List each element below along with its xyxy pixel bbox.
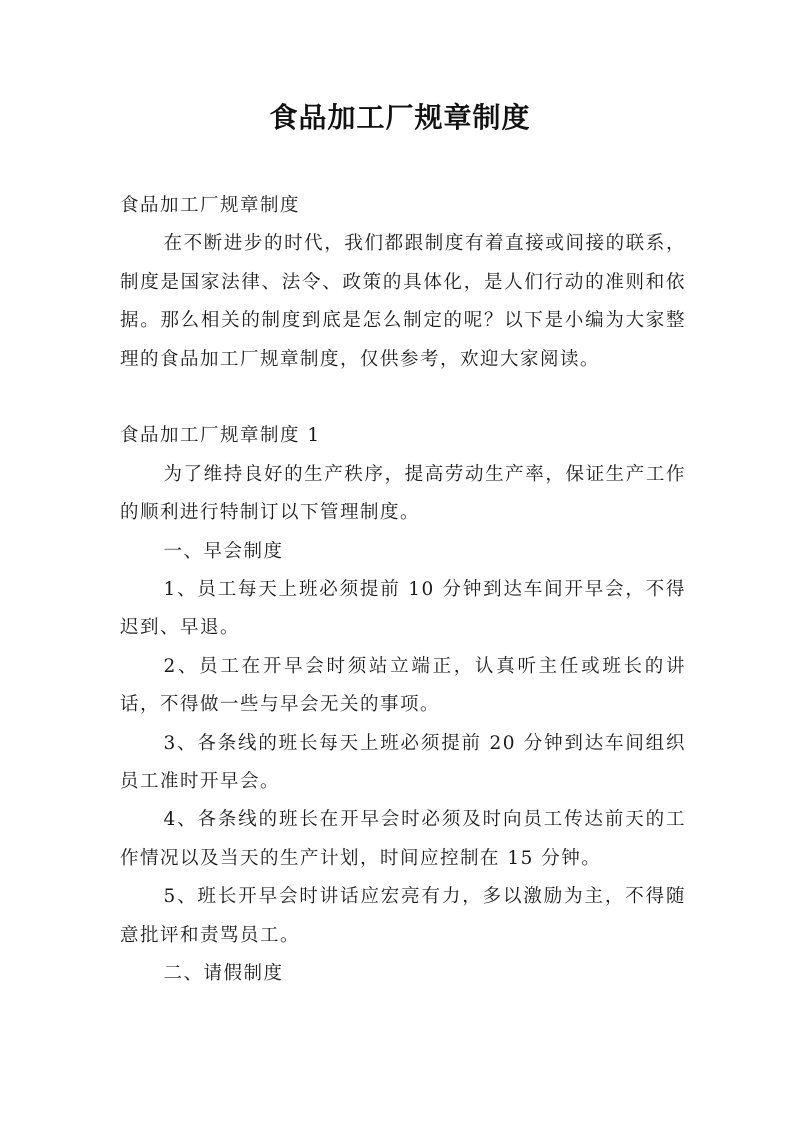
part-heading-leave: 二、请假制度 <box>163 963 284 985</box>
rule-item: 3、各条线的班长每天上班必须提前 20 分钟到达车间组织员工准时开早会。 <box>120 732 686 793</box>
document-body <box>120 187 686 994</box>
rule-item: 1、员工每天上班必须提前 10 分钟到达车间开早会，不得迟到、早退。 <box>120 579 686 639</box>
paragraph-spacer <box>120 379 686 417</box>
document-title: 食品加工厂规章制度 <box>269 101 531 134</box>
part-heading-morning-meeting: 一、早会制度 <box>163 540 284 562</box>
document-subtitle: 食品加工厂规章制度 <box>120 195 301 216</box>
section-intro-paragraph: 为了维持良好的生产秩序，提高劳动生产率，保证生产工作的顺利进行特制订以下管理制度。 <box>120 463 686 524</box>
rule-item: 4、各条线的班长在开早会时必须及时向员工传达前天的工作情况以及当天的生产计划，时间应控制在 15 分钟。 <box>120 809 686 869</box>
intro-paragraph: 在不断进步的时代，我们都跟制度有着直接或间接的联系，制度是国家法律、法令、政策的具体化，是人们行动的准则和依据。那么相关的制度到底是怎么制定的呢？以下是小编为大家整理的食品加工厂规章制度，仅供参考，欢迎大家阅读。 <box>120 233 686 370</box>
section-heading: 食品加工厂规章制度 1 <box>120 425 321 447</box>
rule-item: 5、班长开早会时讲话应宏亮有力，多以激励为主，不得随意批评和责骂员工。 <box>120 886 686 946</box>
rule-item: 2、员工在开早会时须站立端正，认真听主任或班长的讲话，不得做一些与早会无关的事项。 <box>120 655 686 716</box>
